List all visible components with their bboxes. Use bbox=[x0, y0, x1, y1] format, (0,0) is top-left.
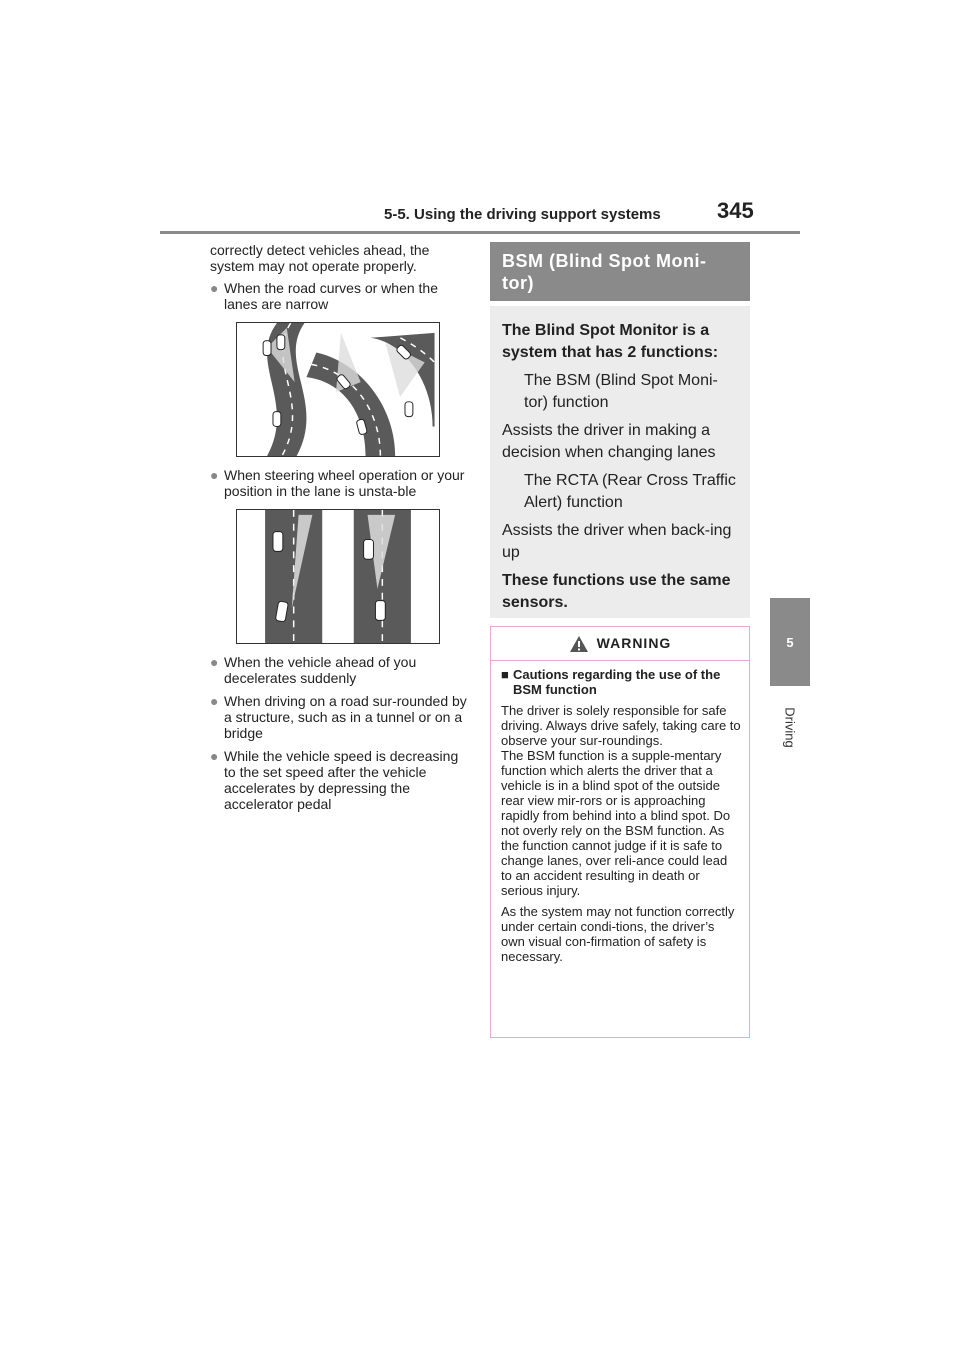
chapter-number: 5 bbox=[786, 634, 794, 650]
warning-title: WARNING bbox=[596, 635, 672, 651]
bullet-icon: ● bbox=[210, 467, 219, 483]
warning-body bbox=[491, 661, 749, 964]
warning-subheading bbox=[501, 667, 741, 697]
function-title: The RCTA (Rear Cross Traffic Alert) function bbox=[524, 472, 736, 511]
function-item bbox=[502, 370, 738, 414]
list-item bbox=[210, 748, 470, 812]
warning-paragraph: As the system may not function correctly under certain condi-tions, the driver’s own visual con-firmation of safety is necessary. bbox=[501, 904, 735, 964]
chapter-tab bbox=[770, 598, 810, 686]
list-item bbox=[210, 467, 470, 499]
bsm-section-heading: BSM (Blind Spot Moni-tor) bbox=[490, 242, 750, 301]
page-number: 345 bbox=[717, 198, 754, 223]
intro-text: correctly detect vehicles ahead, the system may not operate properly. bbox=[210, 242, 430, 274]
warning-box bbox=[490, 626, 750, 1038]
bullet-text: While the vehicle speed is decreasing to the set speed after the vehicle accelerates by depressing the accelerator pedal bbox=[224, 748, 459, 812]
warning-header bbox=[491, 627, 749, 661]
function-description: Assists the driver when back-ing up bbox=[502, 522, 732, 561]
warning-triangle-icon bbox=[569, 635, 589, 653]
header-divider bbox=[160, 231, 800, 234]
function-title: The BSM (Blind Spot Moni-tor) function bbox=[524, 372, 718, 411]
bullet-icon: ● bbox=[210, 748, 219, 764]
bsm-intro: The Blind Spot Monitor is a system that has 2 functions: bbox=[502, 322, 719, 361]
warning-para-2: The BSM function is a supple-mentary function which alerts the driver that a vehicle is in a blind spot of the outside rear view mir-rors or is approaching rapidly from behind into a blind spot. Do not overly rely on the BSM function. As the function cannot judge if it is safe to change lanes, over reli-ance could lead to an accident resulting in death or serious injury. bbox=[501, 748, 731, 898]
curved-road-icon bbox=[237, 323, 439, 456]
bullet-icon: ● bbox=[210, 280, 219, 296]
warning-subheading-text: Cautions regarding the use of the BSM function bbox=[513, 667, 721, 697]
bullet-icon: ● bbox=[210, 654, 219, 670]
function-description: Assists the driver in making a decision when changing lanes bbox=[502, 422, 716, 461]
bullet-text: When driving on a road sur-rounded by a structure, such as in a tunnel or on a bridge bbox=[224, 693, 467, 741]
function-item bbox=[502, 470, 738, 514]
chapter-label: Driving bbox=[782, 707, 798, 748]
curved-road-illustration bbox=[236, 322, 440, 457]
bullet-text: When the road curves or when the lanes are narrow bbox=[224, 280, 439, 312]
list-item bbox=[210, 654, 470, 686]
list-item bbox=[210, 280, 470, 312]
bsm-summary-box bbox=[490, 306, 750, 618]
left-column bbox=[210, 242, 470, 819]
bullet-icon: ● bbox=[210, 693, 219, 709]
lane-position-illustration bbox=[236, 509, 440, 644]
square-bullet-icon: ■ bbox=[501, 667, 509, 682]
bullet-text: When steering wheel operation or your position in the lane is unsta-ble bbox=[224, 467, 465, 499]
bullet-text: When the vehicle ahead of you decelerates suddenly bbox=[224, 654, 417, 686]
bsm-closing: These functions use the same sensors. bbox=[502, 572, 731, 611]
list-item bbox=[210, 693, 470, 741]
warning-paragraph bbox=[501, 703, 741, 898]
straight-road-icon bbox=[237, 510, 439, 643]
warning-para-1: The driver is solely responsible for safe driving. Always drive safely, taking care to observe your sur-roundings. bbox=[501, 703, 741, 748]
section-title: 5-5. Using the driving support systems bbox=[384, 206, 661, 223]
